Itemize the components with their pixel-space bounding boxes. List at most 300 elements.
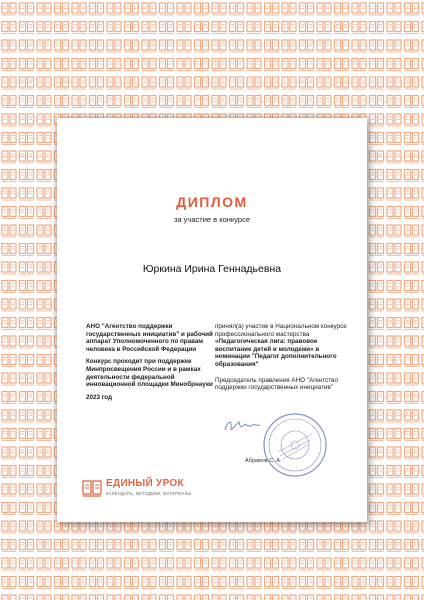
pattern-book-icon: [212, 3, 226, 15]
pattern-book-icon: [20, 299, 34, 311]
pattern-book-icon: [265, 558, 279, 570]
pattern-book-icon: [282, 540, 296, 552]
pattern-book-icon: [387, 429, 401, 441]
pattern-book-icon: [370, 410, 384, 422]
pattern-book-icon: [247, 3, 261, 15]
pattern-book-icon: [282, 96, 296, 108]
pattern-book-icon: [230, 59, 244, 71]
pattern-book-icon: [300, 22, 314, 34]
pattern-book-icon: [2, 96, 16, 108]
pattern-book-icon: [387, 503, 401, 515]
pattern-book-icon: [405, 40, 419, 52]
pattern-book-icon: [55, 540, 69, 552]
pattern-book-icon: [20, 577, 34, 589]
pattern-book-icon: [282, 595, 296, 600]
pattern-book-icon: [20, 225, 34, 237]
pattern-book-icon: [387, 188, 401, 200]
pattern-book-icon: [335, 595, 349, 600]
pattern-book-icon: [405, 188, 419, 200]
pattern-book-icon: [370, 447, 384, 459]
pattern-book-icon: [405, 503, 419, 515]
pattern-book-icon: [387, 299, 401, 311]
pattern-book-icon: [72, 40, 86, 52]
pattern-book-icon: [370, 577, 384, 589]
pattern-book-icon: [125, 40, 139, 52]
pattern-book-icon: [37, 133, 51, 145]
pattern-book-icon: [352, 22, 366, 34]
pattern-book-icon: [195, 558, 209, 570]
pattern-book-icon: [370, 133, 384, 145]
pattern-book-icon: [405, 373, 419, 385]
pattern-book-icon: [55, 96, 69, 108]
pattern-book-icon: [405, 595, 419, 600]
pattern-book-icon: [265, 3, 279, 15]
pattern-book-icon: [335, 558, 349, 570]
pattern-book-icon: [387, 170, 401, 182]
pattern-book-icon: [37, 59, 51, 71]
pattern-book-icon: [387, 244, 401, 256]
pattern-book-icon: [387, 114, 401, 126]
pattern-book-icon: [142, 595, 156, 600]
pattern-book-icon: [142, 40, 156, 52]
pattern-book-icon: [125, 577, 139, 589]
pattern-book-icon: [195, 77, 209, 89]
pattern-book-icon: [370, 336, 384, 348]
pattern-book-icon: [387, 225, 401, 237]
pattern-book-icon: [107, 577, 121, 589]
pattern-book-icon: [387, 577, 401, 589]
pattern-book-icon: [2, 447, 16, 459]
pattern-book-icon: [352, 77, 366, 89]
pattern-book-icon: [2, 244, 16, 256]
pattern-book-icon: [370, 170, 384, 182]
pattern-book-icon: [90, 40, 104, 52]
pattern-book-icon: [177, 595, 191, 600]
pattern-book-icon: [177, 96, 191, 108]
organizer-block: [86, 323, 221, 406]
pattern-book-icon: [90, 3, 104, 15]
pattern-book-icon: [212, 96, 226, 108]
pattern-book-icon: [37, 447, 51, 459]
participation-block: [215, 323, 350, 400]
pattern-book-icon: [125, 540, 139, 552]
pattern-book-icon: [37, 207, 51, 219]
logo-tagline: КАЛЕНДАРЬ, МЕТОДИКИ, МАТЕРИАЛЫ: [106, 491, 192, 496]
pattern-book-icon: [370, 3, 384, 15]
pattern-book-icon: [160, 59, 174, 71]
pattern-book-icon: [370, 207, 384, 219]
pattern-book-icon: [2, 3, 16, 15]
pattern-book-icon: [405, 540, 419, 552]
pattern-book-icon: [160, 3, 174, 15]
pattern-book-icon: [352, 595, 366, 600]
pattern-book-icon: [142, 3, 156, 15]
pattern-book-icon: [2, 77, 16, 89]
pattern-book-icon: [405, 410, 419, 422]
participation-text: [215, 323, 350, 369]
pattern-book-icon: [20, 77, 34, 89]
pattern-book-icon: [370, 466, 384, 478]
pattern-book-icon: [370, 521, 384, 533]
pattern-book-icon: [370, 484, 384, 496]
pattern-book-icon: [2, 373, 16, 385]
pattern-book-icon: [2, 133, 16, 145]
pattern-book-icon: [20, 540, 34, 552]
pattern-book-icon: [370, 429, 384, 441]
pattern-book-icon: [282, 22, 296, 34]
pattern-book-icon: [2, 484, 16, 496]
pattern-book-icon: [405, 466, 419, 478]
pattern-book-icon: [125, 521, 139, 533]
pattern-book-icon: [282, 40, 296, 52]
pattern-book-icon: [265, 59, 279, 71]
pattern-book-icon: [317, 3, 331, 15]
pattern-book-icon: [195, 595, 209, 600]
pattern-book-icon: [20, 170, 34, 182]
pattern-book-icon: [125, 96, 139, 108]
pattern-book-icon: [247, 540, 261, 552]
pattern-book-icon: [300, 558, 314, 570]
pattern-book-icon: [55, 521, 69, 533]
pattern-book-icon: [405, 133, 419, 145]
pattern-book-icon: [387, 207, 401, 219]
pattern-book-icon: [317, 96, 331, 108]
pattern-book-icon: [142, 577, 156, 589]
participation-prefix: принял(а) участие в Национальном конкурсе профессионального мастерства: [215, 323, 347, 338]
pattern-book-icon: [37, 410, 51, 422]
signature-icon: [222, 416, 262, 436]
pattern-book-icon: [125, 3, 139, 15]
pattern-book-icon: [352, 558, 366, 570]
pattern-book-icon: [405, 299, 419, 311]
pattern-book-icon: [387, 22, 401, 34]
pattern-book-icon: [55, 3, 69, 15]
pattern-book-icon: [107, 96, 121, 108]
pattern-book-icon: [212, 22, 226, 34]
pattern-book-icon: [37, 281, 51, 293]
pattern-book-icon: [107, 558, 121, 570]
pattern-book-icon: [37, 262, 51, 274]
pattern-book-icon: [352, 3, 366, 15]
pattern-book-icon: [20, 410, 34, 422]
pattern-book-icon: [20, 484, 34, 496]
pattern-book-icon: [160, 595, 174, 600]
pattern-book-icon: [142, 521, 156, 533]
pattern-book-icon: [405, 521, 419, 533]
pattern-book-icon: [405, 558, 419, 570]
pattern-book-icon: [405, 577, 419, 589]
pattern-book-icon: [282, 521, 296, 533]
year-text: 2023 год: [86, 393, 113, 401]
pattern-book-icon: [300, 77, 314, 89]
pattern-book-icon: [370, 40, 384, 52]
pattern-book-icon: [142, 96, 156, 108]
pattern-book-icon: [72, 521, 86, 533]
pattern-book-icon: [300, 595, 314, 600]
diploma-subtitle: за участие в конкурсе: [173, 215, 251, 224]
pattern-book-icon: [37, 188, 51, 200]
pattern-book-icon: [37, 299, 51, 311]
pattern-book-icon: [370, 262, 384, 274]
pattern-book-icon: [37, 373, 51, 385]
pattern-book-icon: [387, 355, 401, 367]
pattern-book-icon: [335, 22, 349, 34]
pattern-book-icon: [107, 540, 121, 552]
pattern-book-icon: [107, 77, 121, 89]
pattern-book-icon: [265, 577, 279, 589]
pattern-book-icon: [37, 558, 51, 570]
pattern-book-icon: [405, 484, 419, 496]
pattern-book-icon: [370, 355, 384, 367]
pattern-book-icon: [72, 3, 86, 15]
pattern-book-icon: [160, 577, 174, 589]
pattern-book-icon: [2, 40, 16, 52]
pattern-book-icon: [160, 77, 174, 89]
pattern-book-icon: [160, 540, 174, 552]
pattern-book-icon: [300, 96, 314, 108]
pattern-book-icon: [230, 521, 244, 533]
pattern-book-icon: [2, 114, 16, 126]
pattern-book-icon: [107, 22, 121, 34]
pattern-book-icon: [387, 410, 401, 422]
pattern-book-icon: [317, 540, 331, 552]
pattern-book-icon: [2, 151, 16, 163]
support-text: Конкурс проходит при поддержке Минпросвещения России и в рамках деятельности федеральной инновационной площадки Минобрнауки: [86, 358, 213, 389]
pattern-book-icon: [20, 40, 34, 52]
pattern-book-icon: [37, 244, 51, 256]
pattern-book-icon: [282, 59, 296, 71]
pattern-book-icon: [2, 466, 16, 478]
pattern-book-icon: [20, 22, 34, 34]
pattern-book-icon: [230, 96, 244, 108]
pattern-book-icon: [387, 59, 401, 71]
pattern-book-icon: [352, 40, 366, 52]
pattern-book-icon: [405, 59, 419, 71]
pattern-book-icon: [20, 503, 34, 515]
pattern-book-icon: [37, 466, 51, 478]
pattern-book-icon: [37, 40, 51, 52]
pattern-book-icon: [2, 503, 16, 515]
pattern-book-icon: [405, 447, 419, 459]
pattern-book-icon: [90, 521, 104, 533]
pattern-book-icon: [20, 392, 34, 404]
pattern-book-icon: [20, 281, 34, 293]
pattern-book-icon: [212, 77, 226, 89]
pattern-book-icon: [370, 22, 384, 34]
pattern-book-icon: [300, 540, 314, 552]
pattern-book-icon: [37, 577, 51, 589]
pattern-book-icon: [370, 503, 384, 515]
pattern-book-icon: [37, 429, 51, 441]
pattern-book-icon: [90, 558, 104, 570]
pattern-book-icon: [177, 77, 191, 89]
pattern-book-icon: [2, 595, 16, 600]
pattern-book-icon: [55, 22, 69, 34]
pattern-book-icon: [160, 521, 174, 533]
pattern-book-icon: [387, 540, 401, 552]
pattern-book-icon: [142, 558, 156, 570]
pattern-book-icon: [20, 114, 34, 126]
pattern-book-icon: [265, 77, 279, 89]
pattern-book-icon: [20, 318, 34, 330]
pattern-book-icon: [212, 40, 226, 52]
pattern-book-icon: [370, 392, 384, 404]
pattern-book-icon: [247, 577, 261, 589]
pattern-book-icon: [125, 595, 139, 600]
pattern-book-icon: [230, 558, 244, 570]
pattern-book-icon: [107, 3, 121, 15]
pattern-book-icon: [317, 40, 331, 52]
pattern-book-icon: [387, 262, 401, 274]
pattern-book-icon: [265, 521, 279, 533]
pattern-book-icon: [20, 96, 34, 108]
pattern-book-icon: [405, 225, 419, 237]
pattern-book-icon: [212, 540, 226, 552]
pattern-book-icon: [20, 3, 34, 15]
pattern-book-icon: [370, 244, 384, 256]
pattern-book-icon: [37, 170, 51, 182]
pattern-book-icon: [387, 96, 401, 108]
pattern-book-icon: [2, 540, 16, 552]
pattern-book-icon: [20, 558, 34, 570]
pattern-book-icon: [37, 151, 51, 163]
pattern-book-icon: [387, 373, 401, 385]
pattern-book-icon: [2, 521, 16, 533]
pattern-book-icon: [335, 577, 349, 589]
pattern-book-icon: [160, 22, 174, 34]
recipient-name: Юркина Ирина Геннадьевна: [142, 263, 282, 275]
pattern-book-icon: [370, 151, 384, 163]
pattern-book-icon: [37, 318, 51, 330]
pattern-book-icon: [247, 521, 261, 533]
pattern-book-icon: [387, 466, 401, 478]
pattern-book-icon: [177, 540, 191, 552]
pattern-book-icon: [72, 22, 86, 34]
pattern-book-icon: [335, 540, 349, 552]
pattern-book-icon: [2, 318, 16, 330]
pattern-book-icon: [72, 540, 86, 552]
pattern-book-icon: [352, 521, 366, 533]
pattern-book-icon: [90, 540, 104, 552]
pattern-book-icon: [37, 96, 51, 108]
pattern-book-icon: [282, 77, 296, 89]
pattern-book-icon: [37, 336, 51, 348]
pattern-book-icon: [230, 22, 244, 34]
pattern-book-icon: [195, 22, 209, 34]
pattern-book-icon: [125, 558, 139, 570]
pattern-book-icon: [177, 22, 191, 34]
pattern-book-icon: [72, 577, 86, 589]
pattern-book-icon: [352, 96, 366, 108]
pattern-book-icon: [387, 521, 401, 533]
pattern-book-icon: [90, 96, 104, 108]
pattern-book-icon: [370, 299, 384, 311]
pattern-book-icon: [177, 558, 191, 570]
pattern-book-icon: [195, 96, 209, 108]
pattern-book-icon: [387, 484, 401, 496]
signer-name: Абрамов С. А.: [245, 458, 282, 464]
pattern-book-icon: [282, 3, 296, 15]
pattern-book-icon: [405, 207, 419, 219]
pattern-book-icon: [20, 59, 34, 71]
pattern-book-icon: [2, 207, 16, 219]
pattern-book-icon: [335, 40, 349, 52]
pattern-book-icon: [265, 540, 279, 552]
pattern-book-icon: [370, 96, 384, 108]
pattern-book-icon: [177, 40, 191, 52]
diploma-title: ДИПЛОМ: [176, 194, 248, 210]
pattern-book-icon: [72, 59, 86, 71]
pattern-book-icon: [142, 22, 156, 34]
pattern-book-icon: [107, 595, 121, 600]
pattern-book-icon: [230, 77, 244, 89]
pattern-book-icon: [405, 318, 419, 330]
pattern-book-icon: [55, 77, 69, 89]
pattern-book-icon: [335, 96, 349, 108]
pattern-book-icon: [335, 3, 349, 15]
pattern-book-icon: [177, 577, 191, 589]
pattern-book-icon: [2, 299, 16, 311]
pattern-book-icon: [265, 22, 279, 34]
pattern-book-icon: [387, 77, 401, 89]
pattern-book-icon: [20, 466, 34, 478]
pattern-book-icon: [352, 540, 366, 552]
pattern-book-icon: [387, 3, 401, 15]
pattern-book-icon: [125, 59, 139, 71]
pattern-book-icon: [72, 595, 86, 600]
pattern-book-icon: [405, 336, 419, 348]
pattern-book-icon: [405, 262, 419, 274]
pattern-book-icon: [55, 40, 69, 52]
pattern-book-icon: [37, 484, 51, 496]
pattern-book-icon: [2, 22, 16, 34]
pattern-book-icon: [160, 40, 174, 52]
pattern-book-icon: [265, 96, 279, 108]
pattern-book-icon: [370, 188, 384, 200]
pattern-book-icon: [2, 577, 16, 589]
pattern-book-icon: [405, 96, 419, 108]
round-seal-icon: [262, 412, 328, 478]
pattern-book-icon: [247, 40, 261, 52]
pattern-book-icon: [230, 577, 244, 589]
pattern-book-icon: [142, 59, 156, 71]
pattern-book-icon: [405, 355, 419, 367]
pattern-book-icon: [370, 225, 384, 237]
pattern-book-icon: [300, 521, 314, 533]
pattern-book-icon: [2, 410, 16, 422]
pattern-book-icon: [20, 429, 34, 441]
chairman-text: Председатель правления АНО "Агентство поддержки государственных инициатив": [215, 376, 338, 392]
pattern-book-icon: [230, 40, 244, 52]
pattern-book-icon: [20, 133, 34, 145]
pattern-book-icon: [387, 447, 401, 459]
pattern-book-icon: [230, 3, 244, 15]
pattern-book-icon: [20, 151, 34, 163]
pattern-book-icon: [195, 577, 209, 589]
pattern-book-icon: [37, 392, 51, 404]
pattern-book-icon: [282, 577, 296, 589]
pattern-book-icon: [90, 22, 104, 34]
pattern-book-icon: [300, 40, 314, 52]
pattern-book-icon: [37, 355, 51, 367]
pattern-book-icon: [177, 59, 191, 71]
pattern-book-icon: [2, 355, 16, 367]
pattern-book-icon: [90, 577, 104, 589]
pattern-book-icon: [247, 77, 261, 89]
pattern-book-icon: [405, 392, 419, 404]
pattern-book-icon: [212, 577, 226, 589]
pattern-book-icon: [107, 59, 121, 71]
